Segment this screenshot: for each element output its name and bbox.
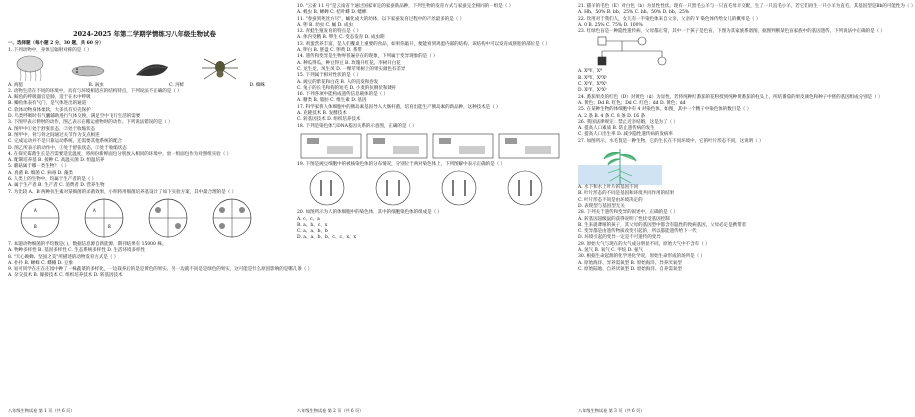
text-line: D. 环境引起的变异一定是不可遗传的变异 [578,235,661,241]
text-line: 15. 下列属于相对性状的是（ ） [297,73,362,79]
text-line: A. 克隆技术 B. 发酵技术 [297,111,347,117]
text-line: A. Hh、50% B. bb、25% C. hh、50% D. bb、25% [578,10,690,16]
text-line: D. XᵇY、XᵇXᵇ [578,88,607,94]
chromosome-dna-figure [297,130,567,162]
text-line: 22. 饮用对于我们人，女儿有一半染色体来自父亲，父亲的 Y 染色体传给女儿的概率是（ ） [578,16,761,22]
text-line: D. a、a、b、b、c、c、x、x [297,235,357,241]
text-line: 21. 猫羊的毛色（E）对白色（b）为显性性状。现有一只黑毛公羊与一只直毛母羊交配，生了一只直毛小羊，若它们再生一只小羊为直毛，其基因型是Bb的可能性为（ ） [578,4,915,9]
jellyfish-image [17,56,43,81]
text-line: A. 杂交技术 B. 嫁接技术 C. 组织培养技术 D. 转基因技术 [8,273,123,279]
text-line: A. 蝗虫 B. 蝉蝉 C. 桔叶蝶 D. 蟋蟀 [297,10,367,16]
text-line: 7. 本题动物细菌的平均数是( )，数据信息源自新能源，期刊结果有 15000 株。 [8,241,167,247]
text-line: 18. 下列是染色体与DNA基因关系的示意图，正确的是（ ） [297,123,417,129]
column-2-lines [297,4,570,242]
dish-d [213,199,251,237]
petri-dish-figure [8,196,268,242]
text-line: B. 叶片形态的不同是基因和环境共同作用的结果 [578,191,675,197]
text-line: C. a、a、b、b [297,229,328,235]
page-footer-1: 八年级生物试卷 第 1 页（共 6 页） [8,408,75,413]
text-line: A. 提高人口素质 B. 防止遗传病的发生 [578,126,655,132]
option-label: D. 蜘蛛 [249,82,265,88]
text-line: A. 糖类 B. 脂肪 C. 维生素 D. 基因 [297,98,367,104]
text-line: A. 豌豆的紫花和白花 B. 人的直发和卷发 [297,79,379,85]
svg-text:B: B [108,223,111,229]
text-line: C. XᵇY、XᴮXᵇ [578,82,607,88]
option-label: A. 海蜇 [8,82,24,88]
text-line: 19. 下图是豌豆细胞中的被核染色体的分布情况，分别位于两对染色体上，下列图解中表示正确的是（ ） [297,161,506,167]
text-line: A. 扑扑 B. 蝉蜂 C. 蝶蛾 D. 豆象 [8,260,74,266]
text-line: 1. 下列动物中，身体呈辐射对称的是（ ） [8,48,92,54]
text-line: C. 软体动物身体柔软，大多具有贝壳保护 [8,107,91,113]
pea-cells-figure [297,168,567,210]
animals-figure [8,55,258,83]
dish-a [21,199,59,237]
text-line: C. 提高人口出生率 D. 减少隐性遗传病的发病率 [578,132,673,138]
text-line: 20. 如图所示为人的体细胞中的染色体，其中的细胞染色体的组成是（ ） [297,210,443,216]
flatworm-image [72,66,104,76]
text-line: A. XᴮY、Xᴮ [578,69,603,75]
option-label: B. 涡虫 [88,82,104,88]
text-line: 26. 我国法律规定：禁止近亲结婚，这是为了（ ） [578,119,679,125]
text-line: A. 鲸鱼的呼吸器官是肺，适于在水中呼吸 [8,95,91,101]
text-line: 24. 番茄果皮的红色（D）对黄色（d）为显性，若将纯种红番茄的花粉授到纯种黄番茄的柱头上，所结番茄的果皮颜色和种子中胚的基因组成分别是（ ） [578,94,883,100]
text-line: A. 图甲中①处于舒张状态，②处于收缩状态 [8,126,96,132]
text-line: C. 完成运动并不是只靠运动系统，还需要其他系统的配合 [8,139,123,145]
svg-text:B: B [34,223,37,229]
dish-c [149,199,187,237]
text-line: A. 属于生产者 B. 生产者 C. 消费者 D. 营养生物 [8,183,105,189]
text-line: 3. 下图甲表示伸肘的动作，图乙表示在搬运重物时的动作。下列说法错误的是（ ） [8,120,173,126]
svg-text:A: A [93,207,96,213]
text-line: A. 氢气 B. 氧气 C. 甲烷 D. 氨气 [578,248,644,254]
spider-image [202,59,238,79]
text-line: A. 体内受精 B. 卵生 C. 变态发育 D. 成虫期 [297,35,385,41]
svg-text:A: A [34,207,37,213]
column-3 [578,4,915,273]
text-line: C. 转基因技术 D. 组织培养技术 [297,117,361,123]
text-line: D. 鸟类呼吸时有气囊辅助进行气体交换，满足空中飞行生活的需要 [8,114,141,120]
text-line: 7. 为比较 A、B 两种抗生素对某细菌的杀菌效果，小明将用细菌培养基设计了如下实验方案，其中最合理的是（ ） [8,189,237,195]
text-line: A. 卵白 B. 胚盘 C. 卵黄 D. 系带 [297,48,363,54]
water-buttercup-figure [578,145,662,185]
page-footer-3: 八年级生物试卷 第 3 页（共 6 页） [578,408,645,413]
column-3-lines [578,4,915,273]
text-line: 16. 下列各项中能构成遗传信息载体的是（ ） [297,92,389,98]
text-line: A. 种瓜得瓜，种豆得豆 B. 玫瑰开红花，李树开白花 [297,60,401,66]
text-line: A. 2 条 B. 4 条 C. 8 条 D. 16 条 [578,113,646,119]
text-line: 11. "春蚕到死丝方尽"，蛹化成大的幼体，以下家蚕发育过程中的产丝最多的是（ ） [297,16,465,22]
text-line: 28. 下列关于遗传和变异的叙述中，正确的是（ ） [578,210,679,216]
text-line: 29. 原始大气与现在的大气成分明显不同，原始大气中不含有（ ） [578,241,710,247]
page-footer-2: 八年级生物试卷 第 2 页（共 6 页） [297,408,364,413]
text-line: B. 生来就聋哑的孩子，其父母的基因型中都含有隐性的致病基因，父母必定是携带者 [578,222,747,228]
text-line: A. 黄色；Dd B. 红色；Dd C. 红色；dd D. 黄色；dd [578,100,686,106]
text-line: 2. 动物生活在不同的环境中，具有与环境相适应的结构特点，下列说法不正确的是（ ） [8,88,182,94]
pedigree-figure [578,35,698,69]
text-line: 25. 在某种生物的体细胞中有 4 对染色体，如图，其中一个精子中染色体的数目是（ ） [578,107,752,113]
mussel-image [136,64,168,76]
text-line: 5. 蘑菇属于哪一类生物？（ ） [8,164,70,170]
text-line: B. 鲫鱼体表有气门，是气体进出的通道 [8,101,87,107]
text-line: 9. 易可同学在庄在庄园中种了一株蔬菜的多样化，一边栽养后的是是黄色的果实，另一边就不同是是绿色的果实，这可能是什么原因影响的是哪几条（ ） [8,267,313,273]
text-line: A. 水下和水上叶片的基因不同 [578,185,639,191]
column-2 [297,4,570,242]
text-line: 4. 在探究霉菌生长是否需要适宜温度，将两份新鲜面包分别放入相同的环境中，放一组面包作为对照组实验（ ） [8,151,232,157]
text-line: A. 转基因超级鼠的获得说明了性状受基因控制 [578,216,670,222]
text-line: A. 配制培养基 B. 接种 C. 高温灭菌 D. 恒温培养 [8,158,105,164]
text-line: 17. 科学家将人体细胞中的胰岛素基因导入大肠杆菌，培育出能生产胰岛素的新品种，这种技术是（ ） [297,104,501,110]
text-line: B. XᴮY、XᴮXᵇ [578,75,608,81]
text-line: A. 真菌 B. 细菌 C. 病毒 D. 藻类 [8,170,74,176]
text-line: 30. 根据生命起源的化学进化学说，原始生命形成的场所是（ ） [578,254,706,260]
text-line: 10. "云雀 11 号"是云南省个通过国家审定的家蚕新品种，下列生物的发育方式与家蚕完全相同的一组是（ ） [297,4,514,9]
text-line: 23. 红绿色盲是一种隐性遗传病，父母都正常，其中一个孩子是色盲，下图为其家族系谱图，据图判断某色盲家族中的基因遗传，下列说法中正确的是（ ） [578,29,886,35]
text-line: C. 原始陆地、自养厌氧型 D. 原始海洋、自养需氧型 [578,266,682,272]
text-line: A. c、c、a [297,216,320,222]
text-line: A. 物种多样性 B. 基因多样性 C. 生态系统多样性 D. 生活环境多样性 [8,248,146,254]
text-line: 13. 鸡蛋营养丰富，是人们餐桌上重要的食品，如果你敲开，便能看到鸡蛋内部的结构，该结构中可以发育成胚胎的部位是（ ） [297,41,551,47]
option-label: C. 河蚌 [169,82,185,88]
text-line: A. 卵 B. 幼虫 C. 蛹 D. 成虫 [297,22,354,28]
text-line: C. 龙生龙，凤生凤 D. 一棵苹果树上的果实颜色有差异 [297,66,406,72]
exam-title: 2024-2025 年第二学期学情练习八年级生物试卷 [73,30,216,38]
text-line: C. 变异都是由遗传物质改变引起的，所以都能遗传给下一代 [578,229,697,235]
text-line: C. 叶片形态不同是由环境决定的 [578,197,643,203]
text-line: A. 0 B. 25% C. 75% D. 100% [578,22,643,28]
section-heading: 一、选择题（每小题 2 分，30 题，共 60 分） [8,41,104,46]
text-line: D. 表现型与基因型无关 [578,203,625,209]
text-line: 6. 人类上的生物中，均属于生产者的是（ ） [8,177,97,183]
dish-b [85,199,123,237]
text-line: B. 图甲中，骨与骨之间通过关节作为支点相连 [8,132,100,138]
text-line: C. 兔子的长毛和狗的短毛 D. 小麦的抗倒伏和矮秆 [297,85,397,91]
text-line: 27. 如图所示，水毛茛是一种生物，它的生长在不同环境中，它的叶片形态不同，这说明（ ） [578,138,764,144]
text-line: D. 图乙所表示的动作中，①处于舒张状态，②处于收缩状态 [8,145,127,151]
text-line: B. a、b、c、x [297,222,328,228]
text-line: 8. "天心映蝉、坚固之美"所描述的动物发育方式是（ ） [8,254,119,260]
text-line: 14. 遗传和变异是生物界普遍存在的现象，下列属于变异现象的是（ ） [297,54,438,60]
text-line: 12. 青蛙生殖发育的特点是（ ） [297,29,362,35]
text-line: A. 原始海洋、异养需氧型 B. 原始海洋、异养厌氧型 [578,260,682,266]
